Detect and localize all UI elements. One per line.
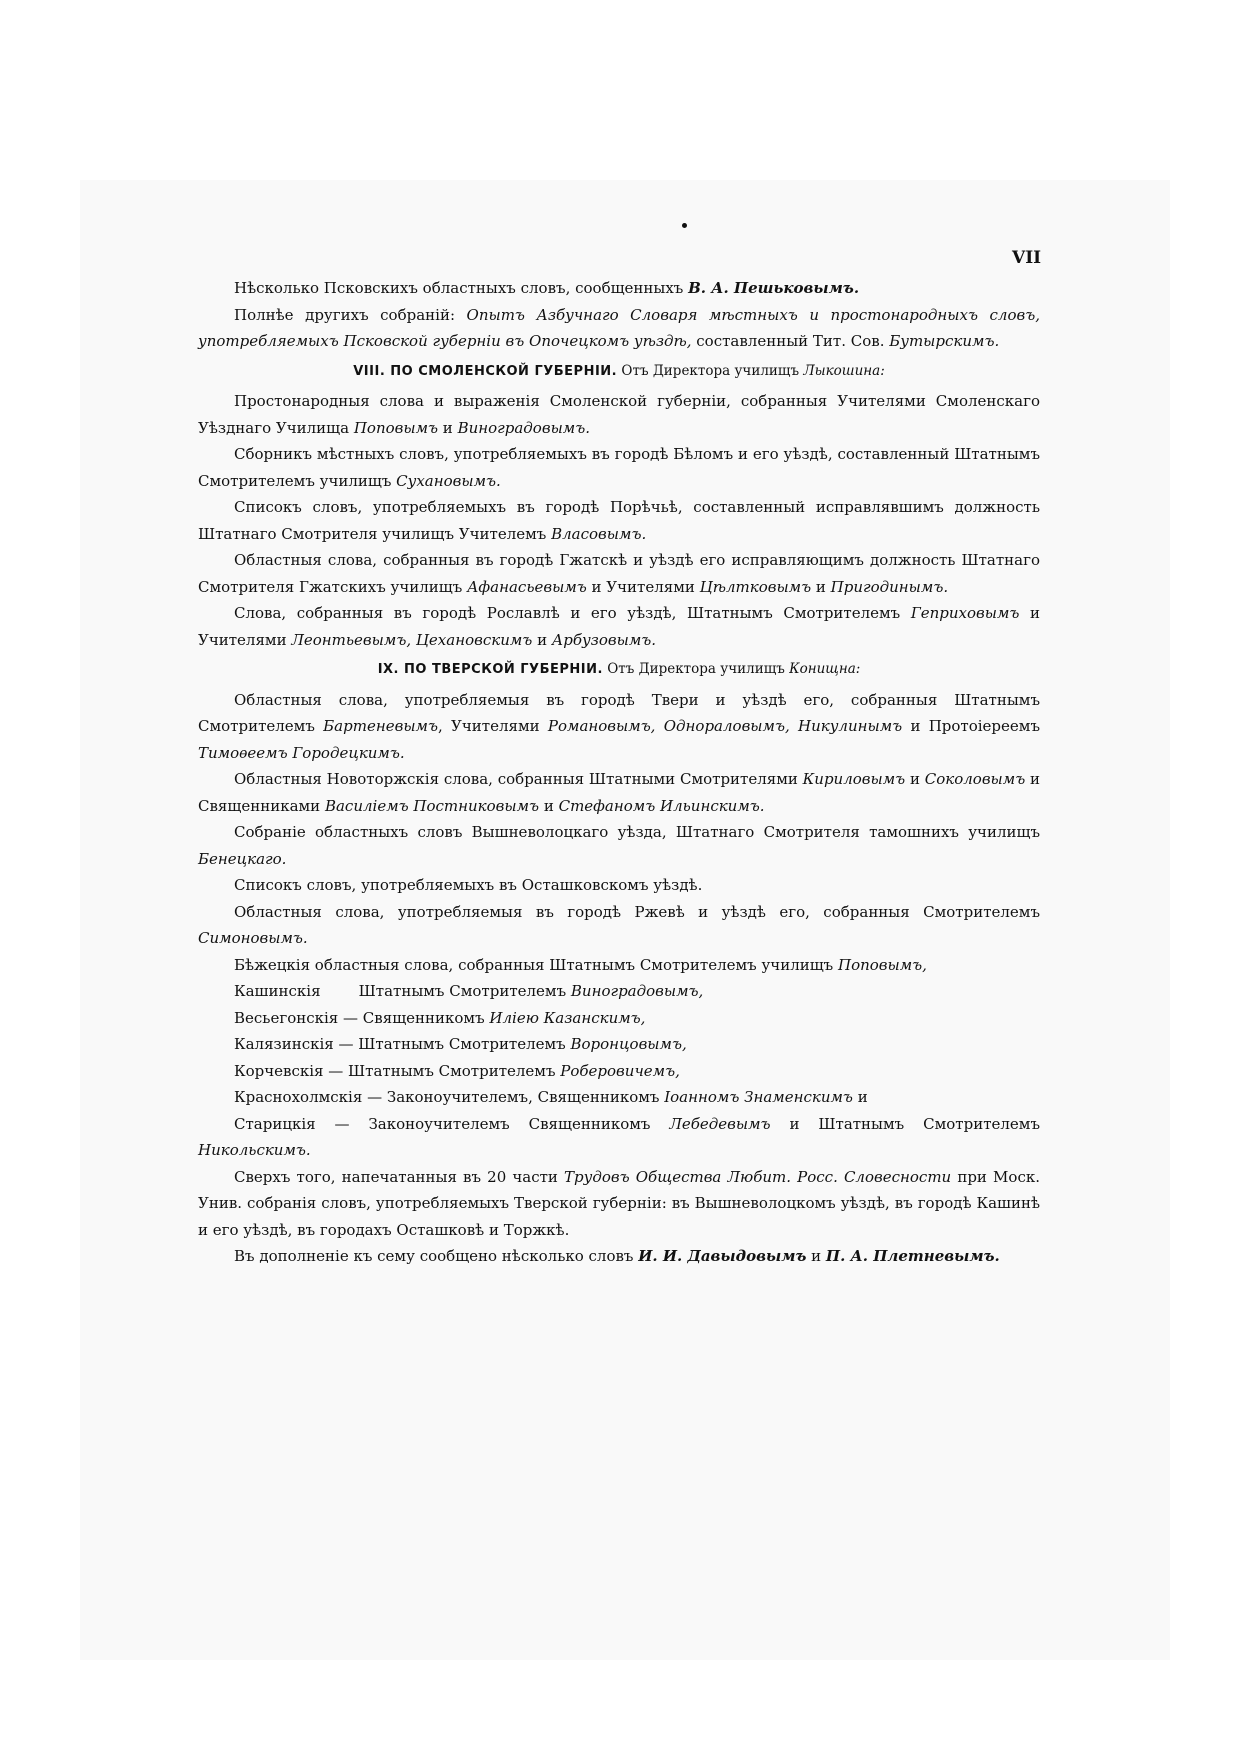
paragraph-smolensk-2: Сборникъ мѣстныхъ словъ, употребляемыхъ въ городѣ Бѣломъ и его уѣздѣ, составленный Штатнымъ Смотрителемъ училищъ Сухановымъ. (198, 445, 1040, 490)
paragraph-addition: Въ дополненіе къ сему сообщено нѣсколько словъ И. И. Давыдовымъ и П. А. Плетневымъ. (234, 1247, 1000, 1265)
list-item-korcheva: Корчевскія — Штатнымъ Смотрителемъ Роберовичемъ, (234, 1061, 680, 1080)
list-item-kalyazin: Калязинскія — Штатнымъ Смотрителемъ Воронцовымъ, (234, 1035, 687, 1053)
list-item-kashin: Кашинскія Штатнымъ Смотрителемъ Виноградовымъ, (234, 982, 704, 1000)
paragraph-tver-3: Собраніе областныхъ словъ Вышневолоцкаго уѣзда, Штатнаго Смотрителя тамошнихъ училищъ Бенецкаго. (198, 823, 1040, 868)
paragraph-tver-4: Списокъ словъ, употребляемыхъ въ Осташковскомъ уѣздѣ. (234, 876, 703, 894)
heading-tver: IX. ПО ТВЕРСКОЙ ГУБЕРНІИ. Отъ Директора училищъ Конищна: (377, 661, 861, 677)
paragraph-smolensk-4: Областныя слова, собранныя въ городѣ Гжатскѣ и уѣздѣ его исправляющимъ должность Штатнаго Смотрителя Гжатскихъ училищъ Афанасьевымъ и Учителями Цѣлтковымъ и Пригодинымъ. (198, 551, 1040, 596)
paragraph-pskov-words: Нѣсколько Псковскихъ областныхъ словъ, сообщенныхъ В. А. Пешьковымъ. (234, 279, 860, 297)
document-body (198, 275, 1040, 1270)
list-item-krasny-kholm: Краснохолмскія — Законоучителемъ, Священникомъ Іоанномъ Знаменскимъ и (234, 1088, 868, 1106)
paragraph-smolensk-3: Списокъ словъ, употребляемыхъ въ городѣ Порѣчьѣ, составленный исправлявшимъ должность Штатнаго Смотрителя училищъ Учителемъ Власовымъ. (198, 498, 1040, 543)
heading-smolensk: VIII. ПО СМОЛЕНСКОЙ ГУБЕРНІИ. Отъ Директора училищъ Лыкошина: (353, 362, 885, 379)
page-number: VII (1012, 248, 1042, 268)
stray-mark (682, 223, 687, 228)
list-item-vesyegonsk: Весьегонскія — Священникомъ Иліею Казанскимъ, (234, 1008, 646, 1027)
paragraph-smolensk-5: Слова, собранныя въ городѣ Рославлѣ и его уѣздѣ, Штатнымъ Смотрителемъ Геприховымъ и Учителями Леонтьевымъ, Цехановскимъ и Арбузовымъ. (198, 604, 1041, 649)
paragraph-tver-1: Областныя слова, употребляемыя въ городѣ Твери и уѣздѣ его, собранныя Штатнымъ Смотрителемъ Бартеневымъ, Учителями Романовымъ, Однораловымъ, Никулинымъ и Протоіереемъ Тимоѳеемъ Городецкимъ. (198, 690, 1041, 762)
paragraph-tver-moscow-society: Сверхъ того, напечатанныя въ 20 части Трудовъ Общества Любит. Росс. Словесности при Моск. Унив. собранія словъ, употребляемыхъ Тверской губерніи: въ Вышневолоцкомъ уѣздѣ, въ городѣ Кашинѣ и его уѣздѣ, въ городахъ Осташковѣ и Торжкѣ. (198, 1167, 1040, 1239)
list-item-bezhetsk: Бѣжецкія областныя слова, собранныя Штатнымъ Смотрителемъ училищъ Поповымъ, (234, 955, 927, 974)
paragraph-smolensk-1: Простонародныя слова и выраженія Смоленской губерніи, собранныя Учителями Смоленскаго Уѣзднаго Училища Поповымъ и Виноградовымъ. (198, 392, 1040, 437)
paragraph-tver-2: Областныя Новоторжскія слова, собранныя Штатными Смотрителями Кириловымъ и Соколовымъ и Священниками Василіемъ Постниковымъ и Стефаномъ Ильинскимъ. (198, 770, 1041, 815)
list-item-staritsa: Старицкія — Законоучителемъ Священникомъ Лебедевымъ и Штатнымъ Смотрителемъ Никольскимъ. (198, 1114, 1040, 1159)
paragraph-pskov-collection: Полнѣе другихъ собраній: Опытъ Азбучнаго Словаря мѣстныхъ и простонародныхъ словъ, употребляемыхъ Псковской губерніи въ Опочецкомъ уѣздѣ, составленный Тит. Сов. Бутырскимъ. (198, 305, 1040, 350)
paragraph-tver-5: Областныя слова, употребляемыя въ городѣ Ржевѣ и уѣздѣ его, собранныя Смотрителемъ Симоновымъ. (198, 902, 1040, 947)
